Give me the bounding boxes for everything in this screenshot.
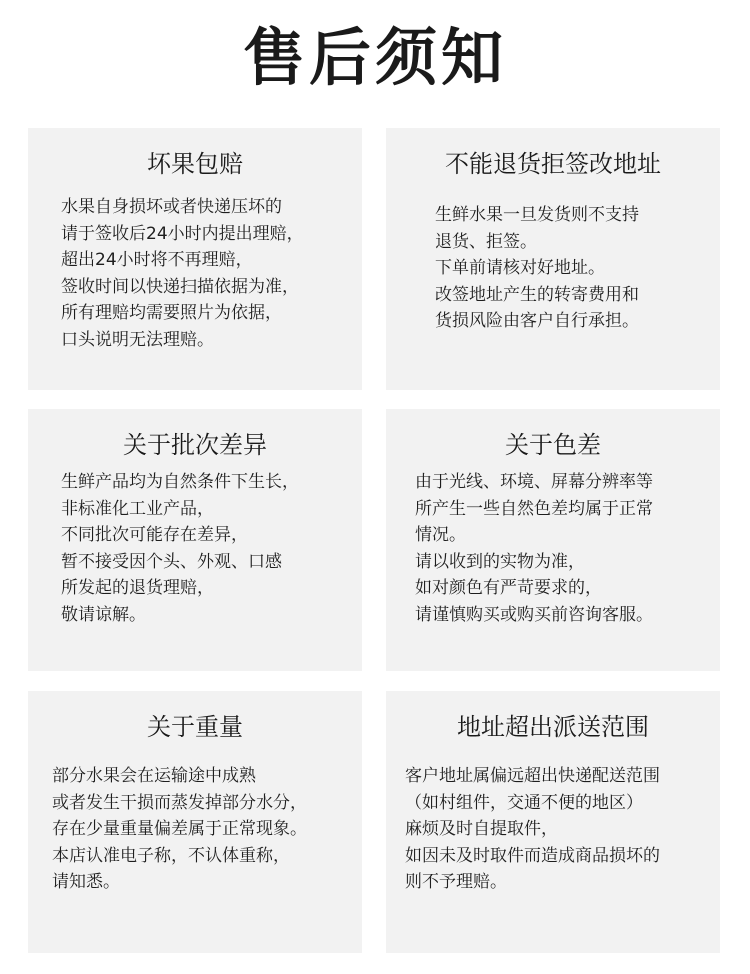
card-damaged-fruit-compensation [28,128,362,390]
card-no-return-refuse-change-address [386,128,720,390]
page-title: 售后须知 [242,21,507,94]
card-body: 由于光线、环境、屏幕分辨率等 所产生一些自然色差均属于正常 情况。 请以收到的实物为准， 如对颜色有严苛要求的， 请谨慎购买或购买前咨询客服。 [415,472,653,625]
card-weight [28,691,362,953]
card-body: 部分水果会在运输途中成熟 或者发生干损而蒸发掉部分水分， 存在少量重量偏差属于正常现象。 本店认准电子称，不认体重称， 请知悉。 [52,766,307,892]
card-title: 关于批次差异 [123,431,267,459]
card-title: 不能退货拒签改地址 [445,150,661,178]
card-title: 关于重量 [147,713,243,741]
card-title: 地址超出派送范围 [457,713,649,741]
card-body: 生鲜水果一旦发货则不支持 退货、拒签。 下单前请核对好地址。 改签地址产生的转寄费用和 货损风险由客户自行承担。 [435,205,639,331]
card-title: 关于色差 [505,431,601,459]
card-batch-difference [28,409,362,671]
card-body: 生鲜产品均为自然条件下生长， 非标准化工业产品， 不同批次可能存在差异， 暂不接受因个头、外观、口感 所发起的退货理赔， 敬请谅解。 [61,472,299,625]
card-body: 水果自身损坏或者快递压坏的 请于签收后24小时内提出理赔， 超出24小时将不再理赔， 签收时间以快递扫描依据为准， 所有理赔均需要照片为依据， 口头说明无法理赔。 [61,197,304,350]
card-body: 客户地址属偏远超出快递配送范围 （如村组件，交通不便的地区） 麻烦及时自提取件， 如因未及时取件而造成商品损坏的 则不予理赔。 [405,766,660,892]
card-address-out-of-range [386,691,720,953]
card-title: 坏果包赔 [147,150,243,178]
card-color-difference [386,409,720,671]
